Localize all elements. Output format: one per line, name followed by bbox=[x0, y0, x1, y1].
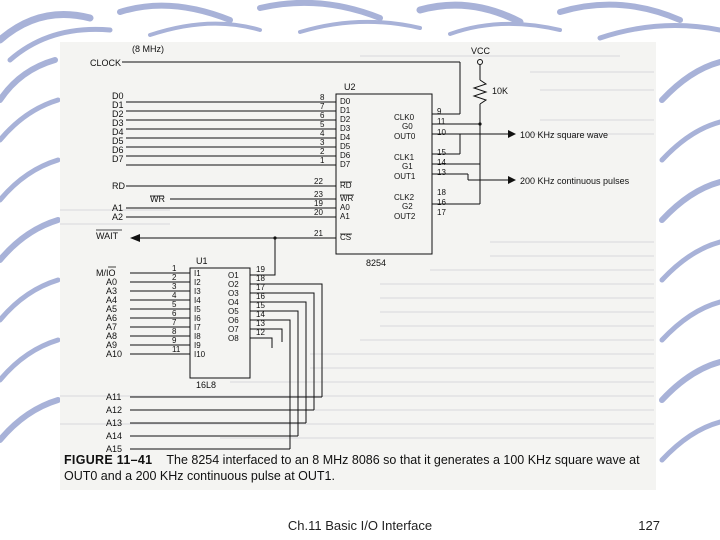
slide-footer-title: Ch.11 Basic I/O Interface bbox=[287, 518, 433, 533]
u1-pin-name: I9 bbox=[194, 341, 201, 350]
u2-pin-d0: D0 bbox=[340, 97, 351, 106]
u2-pin-clk0: CLK0 bbox=[394, 113, 415, 122]
u2-part-label: 8254 bbox=[366, 258, 387, 268]
resistor-label: 10K bbox=[492, 86, 509, 96]
circuit-diagram bbox=[60, 42, 656, 490]
u2-pin-a1: A1 bbox=[340, 212, 350, 221]
u1-pin-number: 14 bbox=[256, 310, 265, 319]
bus-label-d0: D0 bbox=[112, 91, 124, 101]
clock-label: CLOCK bbox=[90, 58, 122, 68]
u2-pin-d2: D2 bbox=[340, 115, 351, 124]
u2-pin-a0: A0 bbox=[340, 203, 350, 212]
u2-pin-d1: D1 bbox=[340, 106, 351, 115]
u1-pin-number: 6 bbox=[172, 309, 177, 318]
u1-signal: A5 bbox=[106, 304, 118, 314]
u1-pin-number: 3 bbox=[172, 282, 177, 291]
out1-annotation: 200 KHz continuous pulses bbox=[520, 176, 630, 186]
u2-pin-d7: D7 bbox=[340, 160, 351, 169]
u2-pin-clk1: CLK1 bbox=[394, 153, 415, 162]
u1-pin-number: 4 bbox=[172, 291, 177, 300]
u1-pin-name: O4 bbox=[228, 298, 239, 307]
u2-pin-number: 23 bbox=[314, 190, 323, 199]
address-label-a15: A15 bbox=[106, 444, 123, 454]
u2-pin-number: 11 bbox=[437, 117, 446, 126]
u1-pin-name: I7 bbox=[194, 323, 201, 332]
u2-pin-number: 17 bbox=[437, 208, 446, 217]
u1-pin-number: 5 bbox=[172, 300, 177, 309]
u1-pin-name: I8 bbox=[194, 332, 201, 341]
vcc-terminal bbox=[478, 60, 483, 65]
u2-pin-number: 13 bbox=[437, 168, 446, 177]
u1-pin-name: I4 bbox=[194, 296, 201, 305]
u2-pin-g0: G0 bbox=[402, 122, 413, 131]
u2-pin-wr: WR bbox=[340, 194, 354, 203]
u2-8254-chip bbox=[336, 94, 432, 254]
u1-signal: A8 bbox=[106, 331, 118, 341]
u1-signal: A6 bbox=[106, 313, 118, 323]
figure-caption bbox=[64, 452, 656, 484]
u2-pin-number: 7 bbox=[320, 102, 325, 111]
u2-pin-number: 14 bbox=[437, 158, 446, 167]
data-bus-wires bbox=[126, 102, 336, 165]
u2-pin-g2: G2 bbox=[402, 202, 413, 211]
u1-signal: A9 bbox=[106, 340, 118, 350]
u2-pin-number: 22 bbox=[314, 177, 323, 186]
u1-pin-number: 19 bbox=[256, 265, 265, 274]
u1-pin-number: 18 bbox=[256, 274, 265, 283]
u2-pin-number: 9 bbox=[437, 107, 442, 116]
wait-arrow bbox=[130, 234, 140, 242]
u1-pin-number: 17 bbox=[256, 283, 265, 292]
u1-pin-number: 2 bbox=[172, 273, 177, 282]
u2-pin-number: 15 bbox=[437, 148, 446, 157]
u1-pin-name: O8 bbox=[228, 334, 239, 343]
u1-pin-number: 11 bbox=[172, 345, 181, 354]
u2-pin-number: 10 bbox=[437, 128, 446, 137]
u1-pin-name: O1 bbox=[228, 271, 239, 280]
address-label-a14: A14 bbox=[106, 431, 123, 441]
u2-pin-g1: G1 bbox=[402, 162, 413, 171]
control-label-wr: WR bbox=[150, 194, 165, 204]
figure-label: FIGURE 11–41 bbox=[64, 453, 153, 467]
u2-pin-number: 6 bbox=[320, 111, 325, 120]
bus-label-d1: D1 bbox=[112, 100, 124, 110]
u1-signal: A10 bbox=[106, 349, 123, 359]
address-label-a11: A11 bbox=[106, 392, 122, 402]
clock-frequency-label: (8 MHz) bbox=[132, 44, 164, 54]
control-label-a1: A1 bbox=[112, 203, 124, 213]
u2-pin-clk2: CLK2 bbox=[394, 193, 415, 202]
address-label-a13: A13 bbox=[106, 418, 123, 428]
u1-signal: M/IO bbox=[96, 268, 116, 278]
u2-pin-number: 5 bbox=[320, 120, 325, 129]
u2-pin-number: 3 bbox=[320, 138, 325, 147]
u2-pin-d4: D4 bbox=[340, 133, 351, 142]
bus-label-d3: D3 bbox=[112, 118, 124, 128]
u2-ref-label: U2 bbox=[344, 82, 356, 92]
u2-pin-d5: D5 bbox=[340, 142, 351, 151]
u1-part-label: 16L8 bbox=[196, 380, 217, 390]
u1-pin-number: 8 bbox=[172, 327, 177, 336]
u1-pin-name: O7 bbox=[228, 325, 239, 334]
u2-pin-number: 16 bbox=[437, 198, 446, 207]
u1-pin-number: 7 bbox=[172, 318, 177, 327]
u2-pin-d6: D6 bbox=[340, 151, 351, 160]
u1-pin-number: 9 bbox=[172, 336, 177, 345]
u1-ref-label: U1 bbox=[196, 256, 208, 266]
u1-pin-name: I3 bbox=[194, 287, 201, 296]
u1-pin-name: O3 bbox=[228, 289, 239, 298]
u2-pin-cs: CS bbox=[340, 233, 352, 242]
u2-pin-number: 21 bbox=[314, 229, 323, 238]
u1-input-wires bbox=[130, 273, 190, 354]
u1-pin-name: O5 bbox=[228, 307, 239, 316]
bus-label-d5: D5 bbox=[112, 136, 124, 146]
u2-pin-number: 1 bbox=[320, 156, 325, 165]
control-label-a2: A2 bbox=[112, 212, 124, 222]
wait-label: WAIT bbox=[96, 231, 119, 241]
u1-pin-number: 12 bbox=[256, 328, 265, 337]
control-label-rd: RD bbox=[112, 181, 125, 191]
u1-signal: A3 bbox=[106, 286, 118, 296]
u1-signal: A7 bbox=[106, 322, 118, 332]
address-label-a12: A12 bbox=[106, 405, 123, 415]
out0-annotation: 100 KHz square wave bbox=[520, 130, 609, 140]
figure-caption-text: The 8254 interfaced to an 8 MHz 8086 so that it generates a 100 KHz square wave at OUT0 and a 200 KHz continuous pulse at OUT1. bbox=[64, 453, 640, 483]
u1-pin-number: 15 bbox=[256, 301, 265, 310]
u2-pin-number: 20 bbox=[314, 208, 323, 217]
u1-pin-name: I1 bbox=[194, 269, 201, 278]
pullup-resistor bbox=[474, 80, 486, 104]
u1-pin-name: O2 bbox=[228, 280, 239, 289]
u2-pin-out2: OUT2 bbox=[394, 212, 416, 221]
u1-pin-name: O6 bbox=[228, 316, 239, 325]
u1-signal: A4 bbox=[106, 295, 118, 305]
u2-pin-number: 4 bbox=[320, 129, 325, 138]
u2-pin-out0: OUT0 bbox=[394, 132, 416, 141]
bus-label-d7: D7 bbox=[112, 154, 124, 164]
u1-pin-number: 16 bbox=[256, 292, 265, 301]
slide-page-number: 127 bbox=[638, 518, 660, 533]
figure-scan bbox=[60, 42, 656, 490]
u1-pin-name: I5 bbox=[194, 305, 201, 314]
show-through-texture bbox=[60, 56, 654, 438]
u2-pin-number: 8 bbox=[320, 93, 325, 102]
vcc-label: VCC bbox=[471, 46, 491, 56]
u1-pin-name: I2 bbox=[194, 278, 201, 287]
u1-pin-number: 1 bbox=[172, 264, 177, 273]
u1-pin-number: 13 bbox=[256, 319, 265, 328]
u2-pin-rd: RD bbox=[340, 181, 352, 190]
u1-pin-name: I6 bbox=[194, 314, 201, 323]
upper-address-wires bbox=[130, 397, 322, 449]
u2-pin-out1: OUT1 bbox=[394, 172, 416, 181]
bus-label-d4: D4 bbox=[112, 127, 124, 137]
bus-label-d6: D6 bbox=[112, 145, 124, 155]
u1-signal: A0 bbox=[106, 277, 118, 287]
bus-label-d2: D2 bbox=[112, 109, 124, 119]
u2-pin-number: 18 bbox=[437, 188, 446, 197]
u2-pin-number: 19 bbox=[314, 199, 323, 208]
u2-pin-d3: D3 bbox=[340, 124, 351, 133]
u1-pin-name: I10 bbox=[194, 350, 206, 359]
u2-pin-number: 2 bbox=[320, 147, 325, 156]
